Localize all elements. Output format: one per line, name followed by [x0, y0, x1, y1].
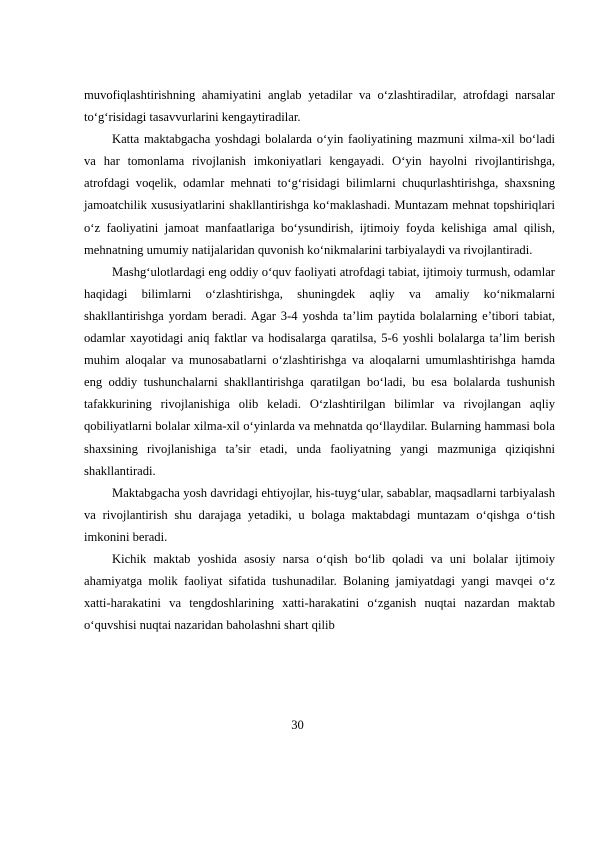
paragraph-primary-school-age: Kichik maktab yoshida asosiy narsa oʻqish boʻlib qoladi va uni bolalar ijtimoiy ahamiyatga molik faoliyat sifatida tushunadilar. Bolaning jamiyatdagi yangi mavqei oʻz xatti-harakatini va tengdoshlarining xatti-harakatini oʻzganish nuqtai nazardan maktab oʻquvshisi nuqtai nazaridan baholashni shart qilib	[84, 551, 555, 633]
page-body-text	[84, 84, 555, 636]
page-number: 30	[291, 718, 304, 732]
paragraph-continued: muvofiqlashtirishning ahamiyatini anglab yetadilar va oʻzlashtiradilar, atrofdagi narsalar toʻgʻrisidagi tasavvurlarini kengaytiradilar.	[84, 88, 555, 125]
paragraph-learning-activity: Mashgʻulotlardagi eng oddiy oʻquv faoliyati atrofdagi tabiat, ijtimoiy turmush, odamlar haqidagi bilimlarni oʻzlashtirishga, shuningdek aqliy va amaliy koʻnikmalarni shakllantirishga yordam beradi. Agar 3-4 yoshda ta’lim paytida bolalarning e’tibori tabiat, odamlar xayotidagi aniq faktlar va hodisalarga qaratilsa, 5-6 yoshli bolalarga ta’lim berish muhim aloqalar va munosabatlarni oʻzlashtirishga va aloqalarni umumlashtirishga hamda eng oddiy tushunchalarni shakllantirishga qaratilgan boʻladi, bu esa bolalarda tushunish tafakkurining rivojlanishiga olib keladi. Oʻzlashtirilgan bilimlar va rivojlangan aqliy qobiliyatlarni bolalar xilma-xil oʻyinlarda va mehnatda qoʻllaydilar. Bularning hammasi bola shaxsining rivojlanishiga ta’sir etadi, unda faoliyatning yangi mazmuniga qiziqishni shakllantiradi.	[84, 264, 555, 478]
paragraph-play-activity: Katta maktabgacha yoshdagi bolalarda oʻyin faoliyatining mazmuni xilma-xil boʻladi va har tomonlama rivojlanish imkoniyatlari kengayadi. Oʻyin hayolni rivojlantirishga, atrofdagi voqelik, odamlar mehnati toʻgʻrisidagi bilimlarni chuqurlashtirishga, shaxsning jamoatchilik xususiyatlarini shakllantirishga koʻmaklashadi. Muntazam mehnat topshiriqlari oʻz faoliyatini jamoat manfaatlariga boʻysundirish, ijtimoiy foyda kelishiga amal qilish, mehnatning umumiy natijalaridan quvonish koʻnikmalarini tarbiyalaydi va rivojlantiradi.	[84, 132, 555, 257]
paragraph-school-readiness: Maktabgacha yosh davridagi ehtiyojlar, his-tuygʻular, sabablar, maqsadlarni tarbiyalash va rivojlantirish shu darajaga yetadiki, u bolaga maktabdagi muntazam oʻqishga oʻtish imkonini beradi.	[84, 485, 555, 544]
